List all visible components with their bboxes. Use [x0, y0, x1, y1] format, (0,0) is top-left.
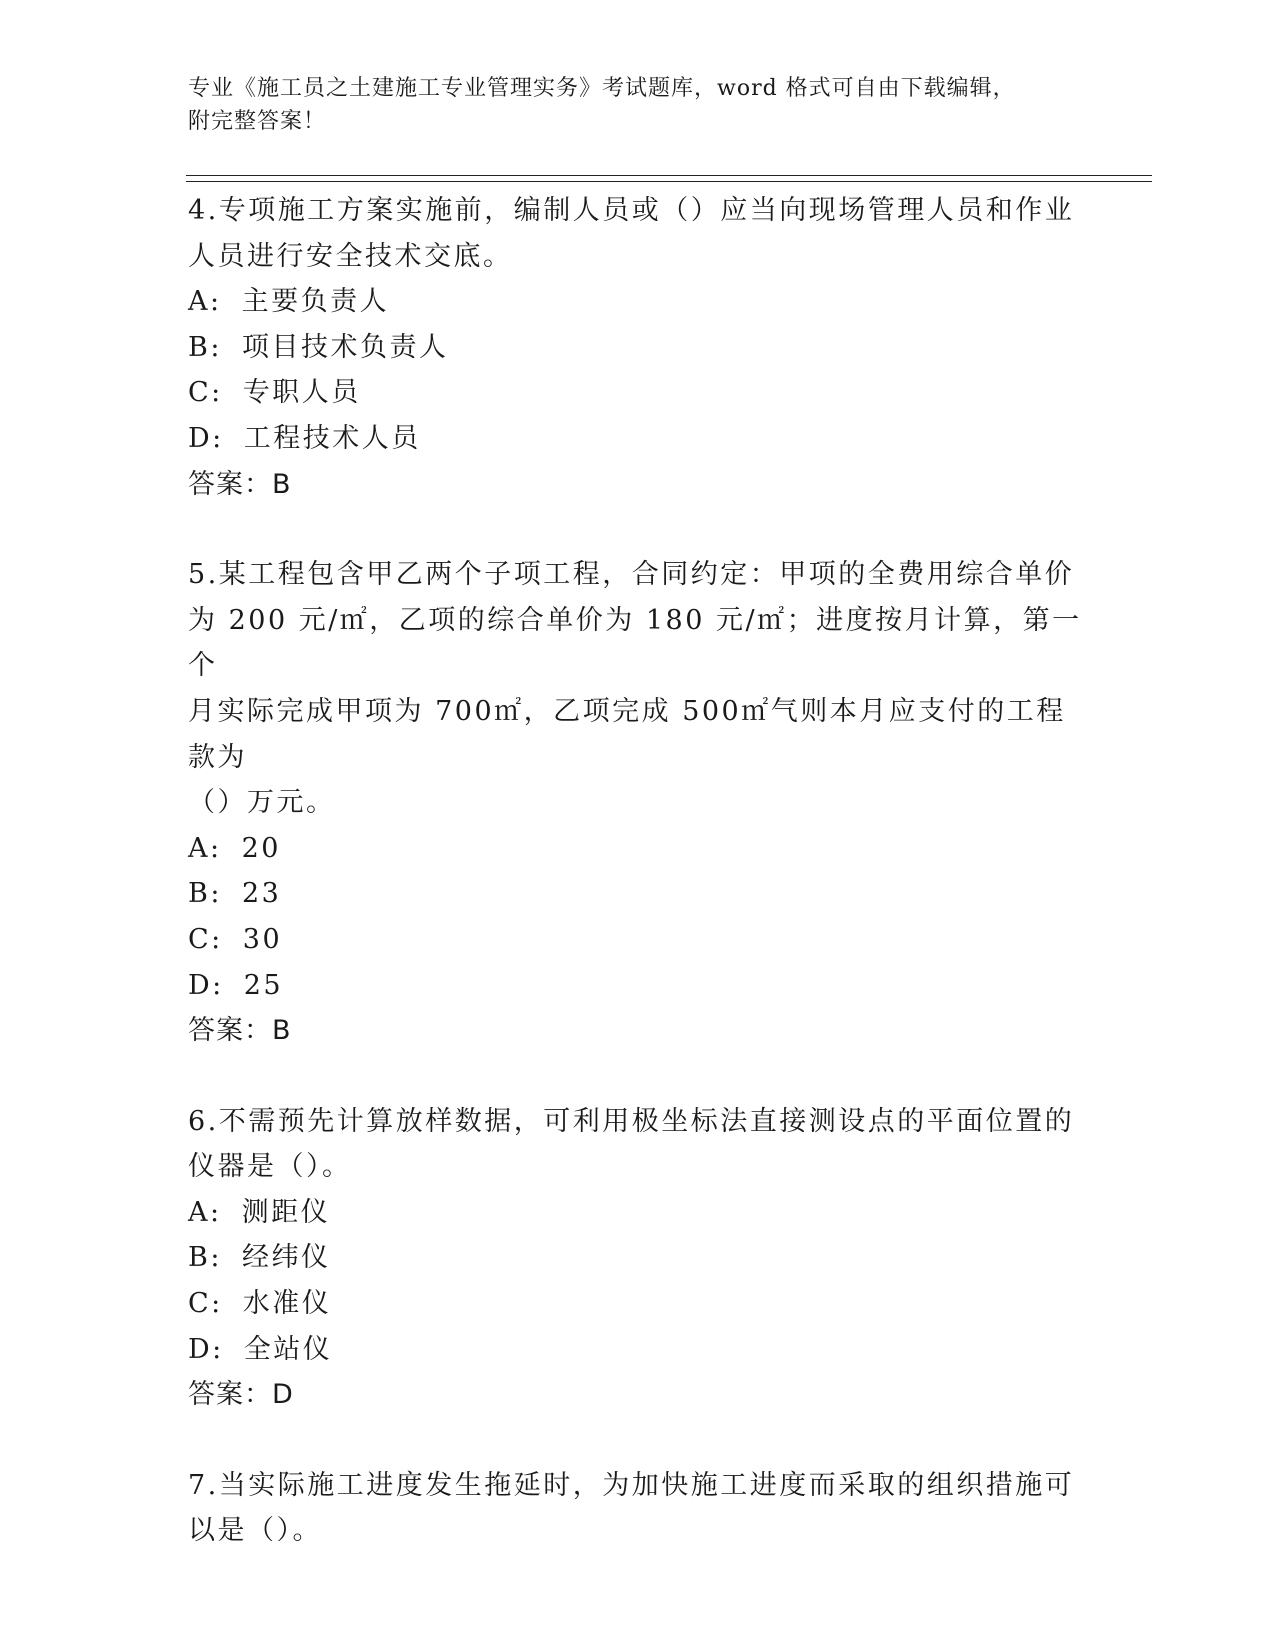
header-divider-top [186, 175, 1152, 176]
header-line-2: 附完整答案！ [188, 109, 327, 134]
question-stem-line: 7.当实际施工进度发生拖延时，为加快施工进度而采取的组织措施可 [188, 1469, 1075, 1501]
option-key: D: [188, 422, 224, 454]
option-d [188, 1327, 1088, 1373]
option-c [188, 370, 1088, 416]
option-c [188, 917, 1088, 963]
option-key: A: [188, 1196, 222, 1228]
question-stem-line: 以是（）。 [188, 1515, 322, 1547]
question-stem-line: 6.不需预先计算放样数据，可利用极坐标法直接测设点的平面位置的 [188, 1105, 1075, 1137]
answer-line: 答案：D [188, 1379, 294, 1411]
option-key: D: [188, 1333, 224, 1365]
option-text: 全站仪 [243, 1333, 333, 1365]
question-7 [188, 1463, 1088, 1554]
option-b [188, 325, 1088, 371]
answer-line: 答案：B [188, 468, 292, 500]
answer-line: 答案：B [188, 1015, 292, 1047]
option-text: 专职人员 [242, 377, 361, 409]
option-key: D: [188, 969, 224, 1001]
option-text: 水准仪 [242, 1288, 332, 1320]
option-d [188, 963, 1088, 1009]
option-key: C: [188, 1288, 223, 1320]
question-stem-line: 人员进行安全技术交底。 [188, 240, 513, 272]
question-4 [188, 188, 1088, 507]
header-divider-bottom [186, 181, 1152, 182]
option-text: 20 [241, 832, 281, 864]
option-text: 25 [243, 969, 284, 1001]
header-line-1: 专业《施工员之土建施工专业管理实务》考试题库，word 格式可自由下载编辑， [188, 76, 1016, 101]
option-text: 23 [241, 878, 282, 910]
option-key: A: [188, 286, 222, 318]
option-c [188, 1281, 1088, 1327]
option-text: 测距仪 [241, 1196, 331, 1228]
question-stem-line: 仪器是（）。 [188, 1151, 352, 1183]
option-text: 30 [242, 923, 283, 955]
option-d [188, 416, 1088, 462]
option-text: 主要负责人 [241, 286, 390, 318]
question-5 [188, 552, 1088, 1054]
document-header [188, 72, 1068, 138]
question-stem-line: 为 200 元/㎡，乙项的综合单价为 180 元/㎡；进度按月计算，第一个 [188, 604, 1082, 682]
option-text: 工程技术人员 [243, 422, 421, 454]
question-stem-line: 4.专项施工方案实施前，编制人员或（）应当向现场管理人员和作业 [188, 195, 1075, 226]
option-key: B: [188, 331, 222, 363]
question-6 [188, 1099, 1088, 1418]
question-stem-line: （）万元。 [188, 787, 336, 819]
option-key: B: [188, 878, 222, 910]
option-a [188, 279, 1088, 325]
option-text: 项目技术负责人 [241, 331, 449, 363]
question-stem-line: 月实际完成甲项为 700㎡，乙项完成 500㎡气则本月应支付的工程款为 [188, 695, 1066, 773]
option-key: C: [188, 377, 223, 409]
option-b [188, 871, 1088, 917]
option-a [188, 826, 1088, 872]
question-stem-line: 5.某工程包含甲乙两个子项工程，合同约定：甲项的全费用综合单价 [188, 559, 1075, 591]
question-spacer [188, 507, 1088, 552]
question-list [188, 188, 1088, 1554]
option-key: C: [188, 923, 223, 955]
question-spacer [188, 1418, 1088, 1463]
option-b [188, 1235, 1088, 1281]
option-key: A: [188, 832, 222, 864]
option-a [188, 1190, 1088, 1236]
option-key: B: [188, 1242, 222, 1274]
option-text: 经纬仪 [241, 1242, 331, 1274]
question-spacer [188, 1054, 1088, 1099]
